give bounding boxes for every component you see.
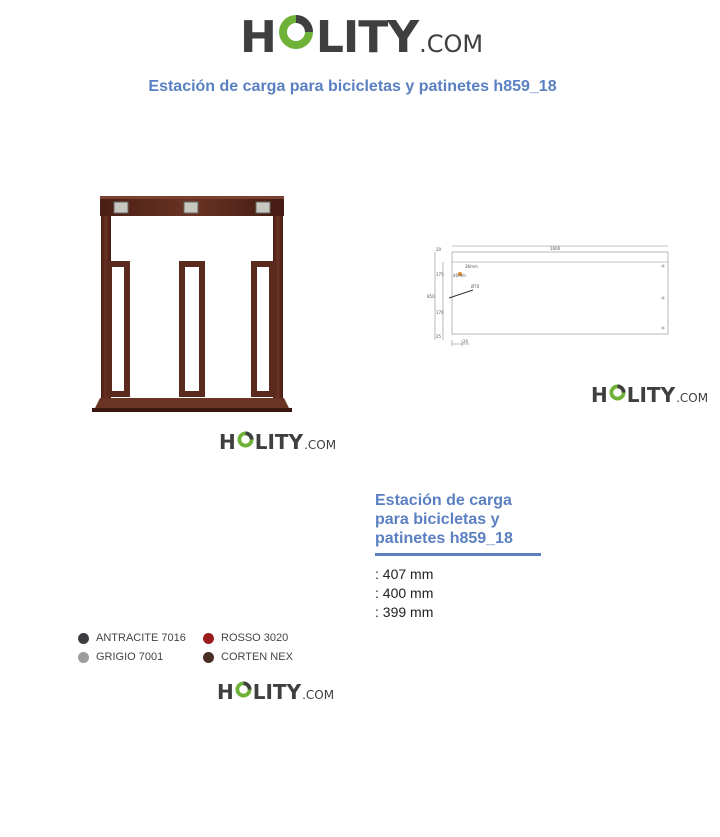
title-divider [375,553,541,556]
holity-logo-small [217,680,334,704]
logo-suffix: .COM [676,391,709,405]
holity-logo[interactable] [240,12,483,63]
dim-left-3-label: 850 [427,294,435,299]
logo-suffix: .COM [419,30,484,58]
logo-letters: LITY [252,680,302,704]
drawing-note-2: 46mm [453,273,466,278]
logo-letters: LITY [626,383,676,407]
holity-logo-small [591,383,708,407]
dim-angle-label: Ø70 [471,284,480,289]
swatch-label: GRIGIO 7001 [96,651,164,663]
logo-o-icon [237,431,254,448]
technical-drawing[interactable] [425,242,675,352]
dim-left-2-label: 175 [436,272,444,277]
swatch-corten[interactable] [203,651,293,663]
spec-item: : 407 mm [375,566,434,582]
spec-item: : 400 mm [375,585,434,601]
spec-item: : 399 mm [375,604,434,620]
drawing-note-1: 36mm [465,264,478,269]
logo-o-icon [278,14,314,50]
logo-letter-h: H [591,383,608,407]
dim-left-1-label: 20 [436,247,442,252]
logo-letters: LITY [315,12,419,63]
logo-letter-h: H [240,12,276,63]
swatch-rosso[interactable] [203,632,288,644]
swatch-label: CORTEN NEX [221,651,293,663]
logo-o-icon [609,384,626,401]
page-title: Estación de carga para bicicletas y patinetes h859_18 [148,78,557,95]
logo-letter-h: H [217,680,234,704]
swatch-dot [203,633,214,644]
swatch-dot [78,652,89,663]
swatch-label: ROSSO 3020 [221,632,289,644]
product-title: Estación de carga para bicicletas y patinetes h859_18 [375,492,513,547]
logo-letter-h: H [219,430,236,454]
logo-o-icon [235,681,252,698]
swatch-antracite[interactable] [78,632,186,644]
swatch-grigio[interactable] [78,651,163,663]
logo-suffix: .COM [302,688,335,702]
logo-suffix: .COM [304,438,337,452]
dim-bottom-label: 20 [463,339,469,344]
holity-logo-small [219,430,336,454]
dim-left-4-label: 170 [436,310,444,315]
dim-left-5-label: 25 [436,334,442,339]
product-image[interactable] [92,192,292,417]
dim-top-label: 1600 [550,246,561,251]
swatch-label: ANTRACITE 7016 [96,632,186,644]
spec-list [375,565,433,622]
logo-letters: LITY [254,430,304,454]
swatch-dot [203,652,214,663]
swatch-dot [78,633,89,644]
